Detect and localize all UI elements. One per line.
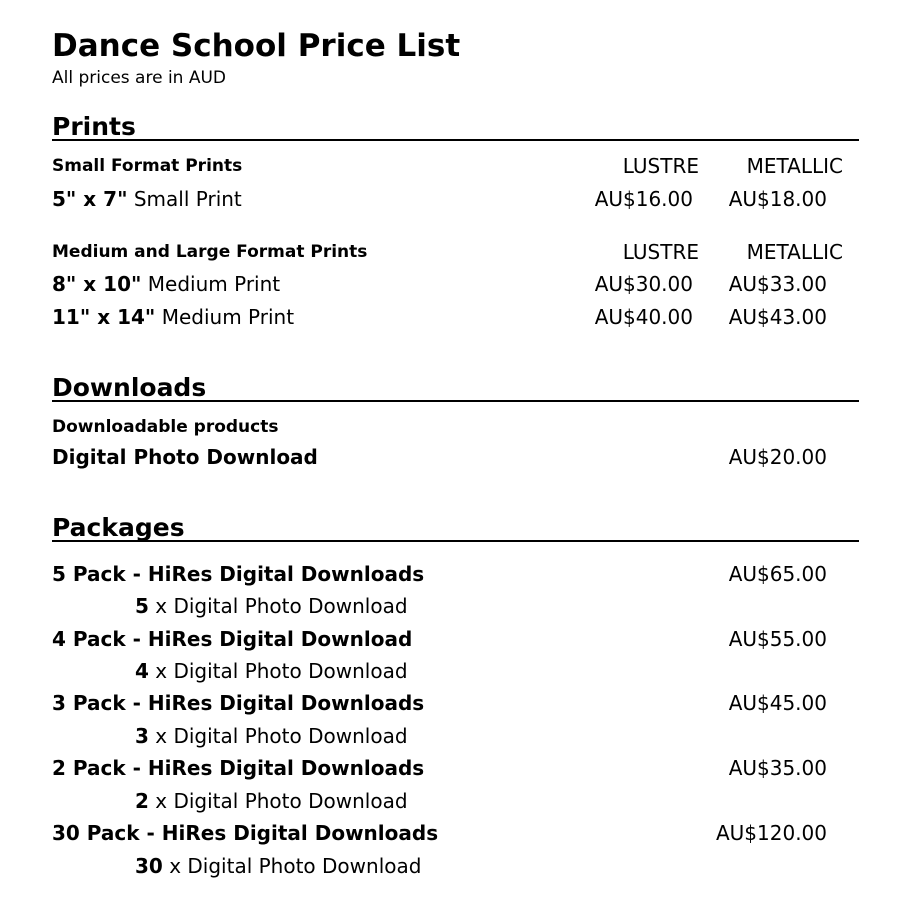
print-name: Medium Print: [147, 272, 281, 296]
package-detail-text: x Digital Photo Download: [155, 659, 408, 683]
section-title-packages: Packages: [52, 513, 185, 542]
price-lustre: AU$30.00: [594, 272, 693, 296]
package-detail: [135, 789, 408, 813]
price-row-8x10: [52, 272, 280, 296]
group-title-downloadable-products: Downloadable products: [52, 417, 279, 437]
package-detail-text: x Digital Photo Download: [155, 789, 408, 813]
section-title-prints: Prints: [52, 112, 136, 141]
package-quantity: 5: [135, 594, 149, 618]
package-price: AU$120.00: [715, 821, 827, 845]
section-divider: [52, 400, 859, 402]
package-quantity: 30: [135, 854, 163, 878]
currency-note: All prices are in AUD: [52, 68, 227, 88]
column-header-lustre: LUSTRE: [622, 240, 699, 264]
print-name: Small Print: [133, 187, 242, 211]
download-item-name: Digital Photo Download: [52, 445, 318, 469]
package-name: 3 Pack - HiRes Digital Downloads: [52, 691, 425, 715]
price-metallic: AU$43.00: [728, 305, 827, 329]
print-size: 5" x 7": [52, 187, 128, 211]
package-name: 5 Pack - HiRes Digital Downloads: [52, 562, 425, 586]
package-quantity: 2: [135, 789, 149, 813]
price-metallic: AU$33.00: [728, 272, 827, 296]
package-quantity: 4: [135, 659, 149, 683]
package-price: AU$55.00: [728, 627, 827, 651]
column-header-lustre: LUSTRE: [622, 154, 699, 178]
price-row-5x7: [52, 187, 242, 211]
price-lustre: AU$16.00: [594, 187, 693, 211]
package-quantity: 3: [135, 724, 149, 748]
package-detail: [135, 659, 408, 683]
group-title-small-format: Small Format Prints: [52, 156, 243, 176]
column-header-metallic: METALLIC: [746, 154, 843, 178]
package-name: 2 Pack - HiRes Digital Downloads: [52, 756, 425, 780]
package-detail-text: x Digital Photo Download: [155, 724, 408, 748]
section-title-downloads: Downloads: [52, 373, 207, 402]
print-name: Medium Print: [161, 305, 295, 329]
package-detail: [135, 854, 421, 878]
price-lustre: AU$40.00: [594, 305, 693, 329]
package-detail: [135, 594, 408, 618]
package-price: AU$45.00: [728, 691, 827, 715]
print-size: 8" x 10": [52, 272, 142, 296]
column-header-metallic: METALLIC: [746, 240, 843, 264]
package-detail-text: x Digital Photo Download: [155, 594, 408, 618]
price-row-11x14: [52, 305, 294, 329]
package-name: 4 Pack - HiRes Digital Download: [52, 627, 413, 651]
download-item-price: AU$20.00: [728, 445, 827, 469]
section-divider: [52, 540, 859, 542]
price-metallic: AU$18.00: [728, 187, 827, 211]
package-price: AU$35.00: [728, 756, 827, 780]
package-detail: [135, 724, 408, 748]
group-title-medium-large-format: Medium and Large Format Prints: [52, 242, 368, 262]
section-divider: [52, 139, 859, 141]
print-size: 11" x 14": [52, 305, 156, 329]
page-title: Dance School Price List: [52, 28, 461, 64]
package-detail-text: x Digital Photo Download: [169, 854, 422, 878]
package-name: 30 Pack - HiRes Digital Downloads: [52, 821, 439, 845]
package-price: AU$65.00: [728, 562, 827, 586]
